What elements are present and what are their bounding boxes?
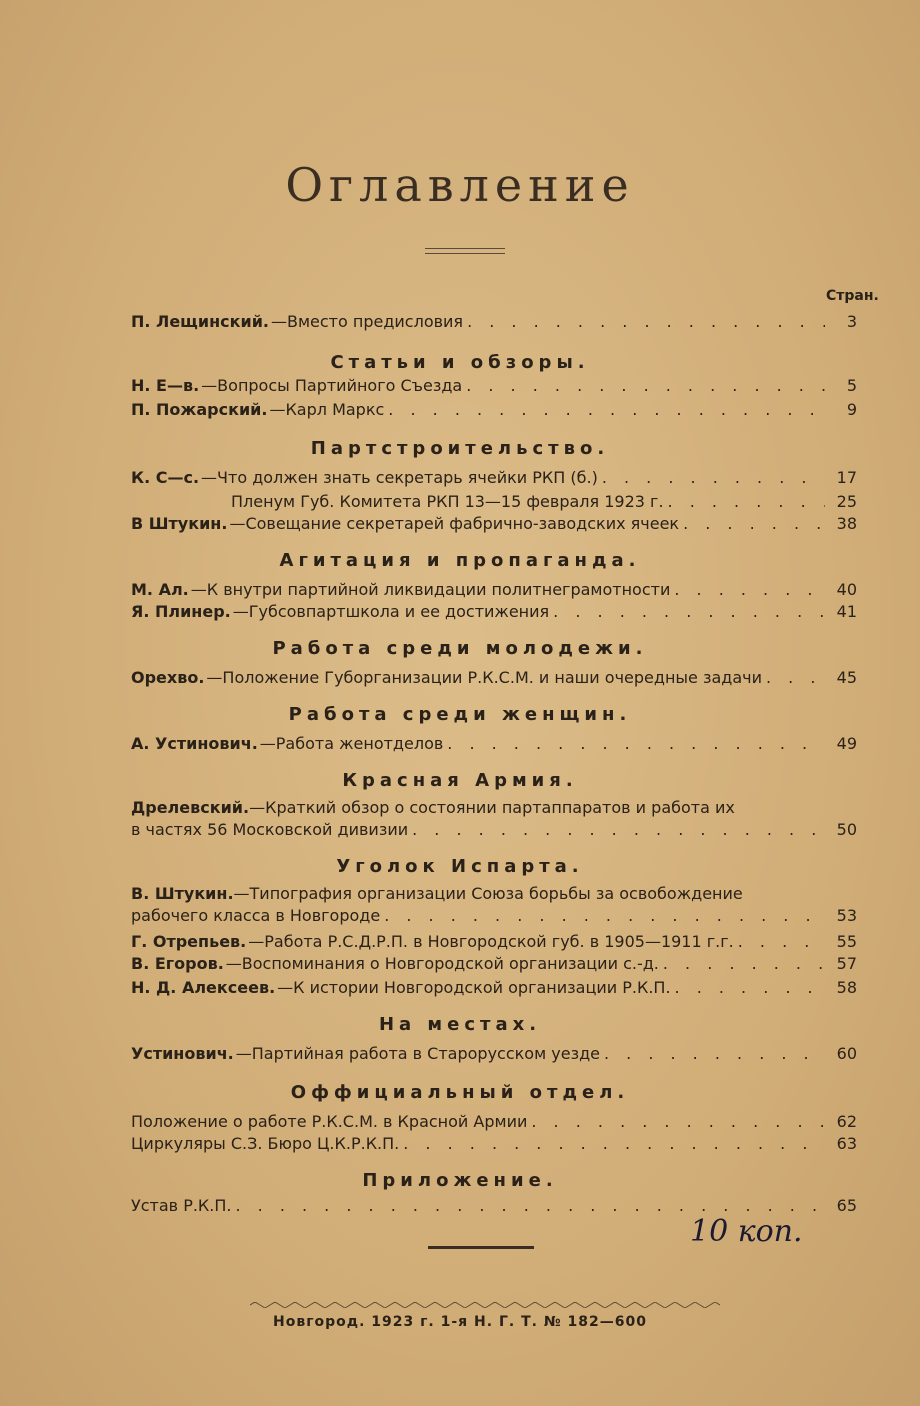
entry-author: В. Егоров. bbox=[131, 954, 224, 973]
entry-author: Н. Е—в. bbox=[131, 376, 200, 395]
section-heading: На местах. bbox=[378, 1014, 542, 1035]
section-heading: Уголок Испарта. bbox=[336, 856, 584, 877]
entry-page-number: 41 bbox=[836, 602, 857, 621]
toc-entry bbox=[131, 1134, 857, 1153]
entry-author: П. Пожарский. bbox=[131, 400, 268, 419]
entry-title: —Партийная работа в Старорусском уезде bbox=[235, 1044, 600, 1063]
entry-author: А. Устинович. bbox=[131, 734, 258, 753]
dot-leader bbox=[738, 932, 825, 951]
dot-leader bbox=[668, 492, 825, 511]
dot-leader bbox=[384, 906, 825, 925]
entry-author: Дрелевский. bbox=[131, 798, 250, 817]
dot-leader bbox=[553, 602, 825, 621]
toc-entry bbox=[131, 602, 857, 621]
dot-leader bbox=[683, 514, 825, 533]
entry-page-number: 5 bbox=[846, 376, 857, 395]
entry-page-number: 50 bbox=[836, 820, 857, 839]
dot-leader bbox=[403, 1134, 825, 1153]
toc-entry bbox=[131, 312, 857, 331]
entry-page-number: 65 bbox=[836, 1196, 857, 1215]
toc-entry bbox=[131, 1112, 857, 1131]
section-heading: Красная Армия. bbox=[342, 770, 578, 791]
wave-ornament bbox=[250, 1302, 720, 1308]
entry-title-continued: в частях 56 Московской дивизии bbox=[131, 820, 409, 839]
section-heading: Работа среди женщин. bbox=[288, 704, 632, 725]
entry-author: Устинович. bbox=[131, 1044, 234, 1063]
entry-page-number: 60 bbox=[836, 1044, 857, 1063]
dot-leader bbox=[663, 954, 825, 973]
entry-author: Г. Отрепьев. bbox=[131, 932, 247, 951]
section-heading: Агитация и пропаганда. bbox=[279, 550, 641, 571]
dot-leader bbox=[466, 376, 825, 395]
entry-title: —К внутри партийной ликвидации политнеграмотности bbox=[190, 580, 671, 599]
entry-page-number: 40 bbox=[836, 580, 857, 599]
toc-entry-line bbox=[131, 798, 735, 817]
entry-page-number: 25 bbox=[836, 492, 857, 511]
entry-page-number: 57 bbox=[836, 954, 857, 973]
entry-title: —К истории Новгородской организации Р.К.П. bbox=[277, 978, 671, 997]
entry-page-number: 58 bbox=[836, 978, 857, 997]
entry-title: —Карл Маркс bbox=[269, 400, 385, 419]
section-heading: Статьи и обзоры. bbox=[330, 352, 590, 373]
page-column-header: Стран. bbox=[826, 288, 879, 304]
imprint-footer: Новгород. 1923 г. 1-я Н. Г. Т. № 182—600 bbox=[273, 1314, 647, 1330]
entry-title: —Краткий обзор о состоянии партаппаратов и работа их bbox=[249, 798, 735, 817]
entry-title: —Что должен знать секретарь ячейки РКП (б.) bbox=[201, 468, 598, 487]
entry-page-number: 49 bbox=[836, 734, 857, 753]
entry-page-number: 38 bbox=[836, 514, 857, 533]
section-heading: Оффициальный отдел. bbox=[290, 1082, 630, 1103]
entry-title: —Работа женотделов bbox=[259, 734, 444, 753]
entry-author: Я. Плинер. bbox=[131, 602, 231, 621]
entry-author: Н. Д. Алексеев. bbox=[131, 978, 276, 997]
toc-entry bbox=[131, 514, 857, 533]
handwritten-price: 10 коп. bbox=[690, 1214, 803, 1249]
toc-entry bbox=[131, 978, 857, 997]
toc-entry bbox=[131, 668, 857, 687]
entry-page-number: 55 bbox=[836, 932, 857, 951]
entry-title: —Вопросы Партийного Съезда bbox=[201, 376, 463, 395]
entry-title: —Вместо предисловия bbox=[270, 312, 464, 331]
entry-page-number: 45 bbox=[836, 668, 857, 687]
entry-author: В. Штукин. bbox=[131, 884, 234, 903]
entry-page-number: 63 bbox=[836, 1134, 857, 1153]
toc-entry bbox=[131, 820, 857, 839]
dot-leader bbox=[235, 1196, 825, 1215]
entry-title: Циркуляры С.З. Бюро Ц.К.Р.К.П. bbox=[131, 1134, 400, 1153]
dot-leader bbox=[766, 668, 825, 687]
entry-title: Устав Р.К.П. bbox=[131, 1196, 232, 1215]
dot-leader bbox=[602, 468, 825, 487]
toc-entry bbox=[131, 492, 857, 511]
entry-title: —Положение Губорганизации Р.К.С.М. и наши очередные задачи bbox=[206, 668, 762, 687]
entry-author: В Штукин. bbox=[131, 514, 228, 533]
bottom-divider bbox=[428, 1246, 534, 1249]
toc-entry-line bbox=[131, 884, 743, 903]
entry-title: —Совещание секретарей фабрично-заводских ячеек bbox=[229, 514, 680, 533]
toc-entry bbox=[131, 932, 857, 951]
section-heading: Партстроительство. bbox=[310, 438, 610, 459]
page-title: Оглавление bbox=[285, 158, 635, 212]
entry-title-continued: рабочего класса в Новгороде bbox=[131, 906, 381, 925]
dot-leader bbox=[412, 820, 825, 839]
entry-title: —Работа Р.С.Д.Р.П. в Новгородской губ. в 1905—1911 г.г. bbox=[248, 932, 734, 951]
entry-title: Положение о работе Р.К.С.М. в Красной Армии bbox=[131, 1112, 528, 1131]
entry-author: К. С—с. bbox=[131, 468, 200, 487]
entry-title: —Типография организации Союза борьбы за освобождение bbox=[233, 884, 743, 903]
entry-author: П. Лещинский. bbox=[131, 312, 269, 331]
toc-entry bbox=[131, 954, 857, 973]
entry-page-number: 17 bbox=[836, 468, 857, 487]
entry-author: Орехво. bbox=[131, 668, 205, 687]
entry-page-number: 62 bbox=[836, 1112, 857, 1131]
dot-leader bbox=[447, 734, 825, 753]
entry-page-number: 3 bbox=[846, 312, 857, 331]
entry-title: —Воспоминания о Новгородской организации с.-д. bbox=[225, 954, 659, 973]
toc-entry bbox=[131, 1196, 857, 1215]
entry-page-number: 9 bbox=[846, 400, 857, 419]
toc-entry bbox=[131, 580, 857, 599]
dot-leader bbox=[467, 312, 825, 331]
section-heading: Работа среди молодежи. bbox=[272, 638, 648, 659]
toc-entry bbox=[131, 906, 857, 925]
section-heading: Приложение. bbox=[362, 1170, 558, 1191]
dot-leader bbox=[388, 400, 825, 419]
entry-title: —Губсовпартшкола и ее достижения bbox=[232, 602, 550, 621]
toc-entry bbox=[131, 376, 857, 395]
dot-leader bbox=[675, 978, 825, 997]
dot-leader bbox=[604, 1044, 825, 1063]
dot-leader bbox=[531, 1112, 825, 1131]
entry-page-number: 53 bbox=[836, 906, 857, 925]
toc-entry bbox=[131, 1044, 857, 1063]
toc-entry bbox=[131, 400, 857, 419]
entry-title: Пленум Губ. Комитета РКП 13—15 февраля 1923 г. bbox=[231, 492, 664, 511]
toc-entry bbox=[131, 468, 857, 487]
title-divider bbox=[425, 248, 505, 254]
dot-leader bbox=[674, 580, 825, 599]
entry-author: М. Ал. bbox=[131, 580, 189, 599]
toc-entry bbox=[131, 734, 857, 753]
